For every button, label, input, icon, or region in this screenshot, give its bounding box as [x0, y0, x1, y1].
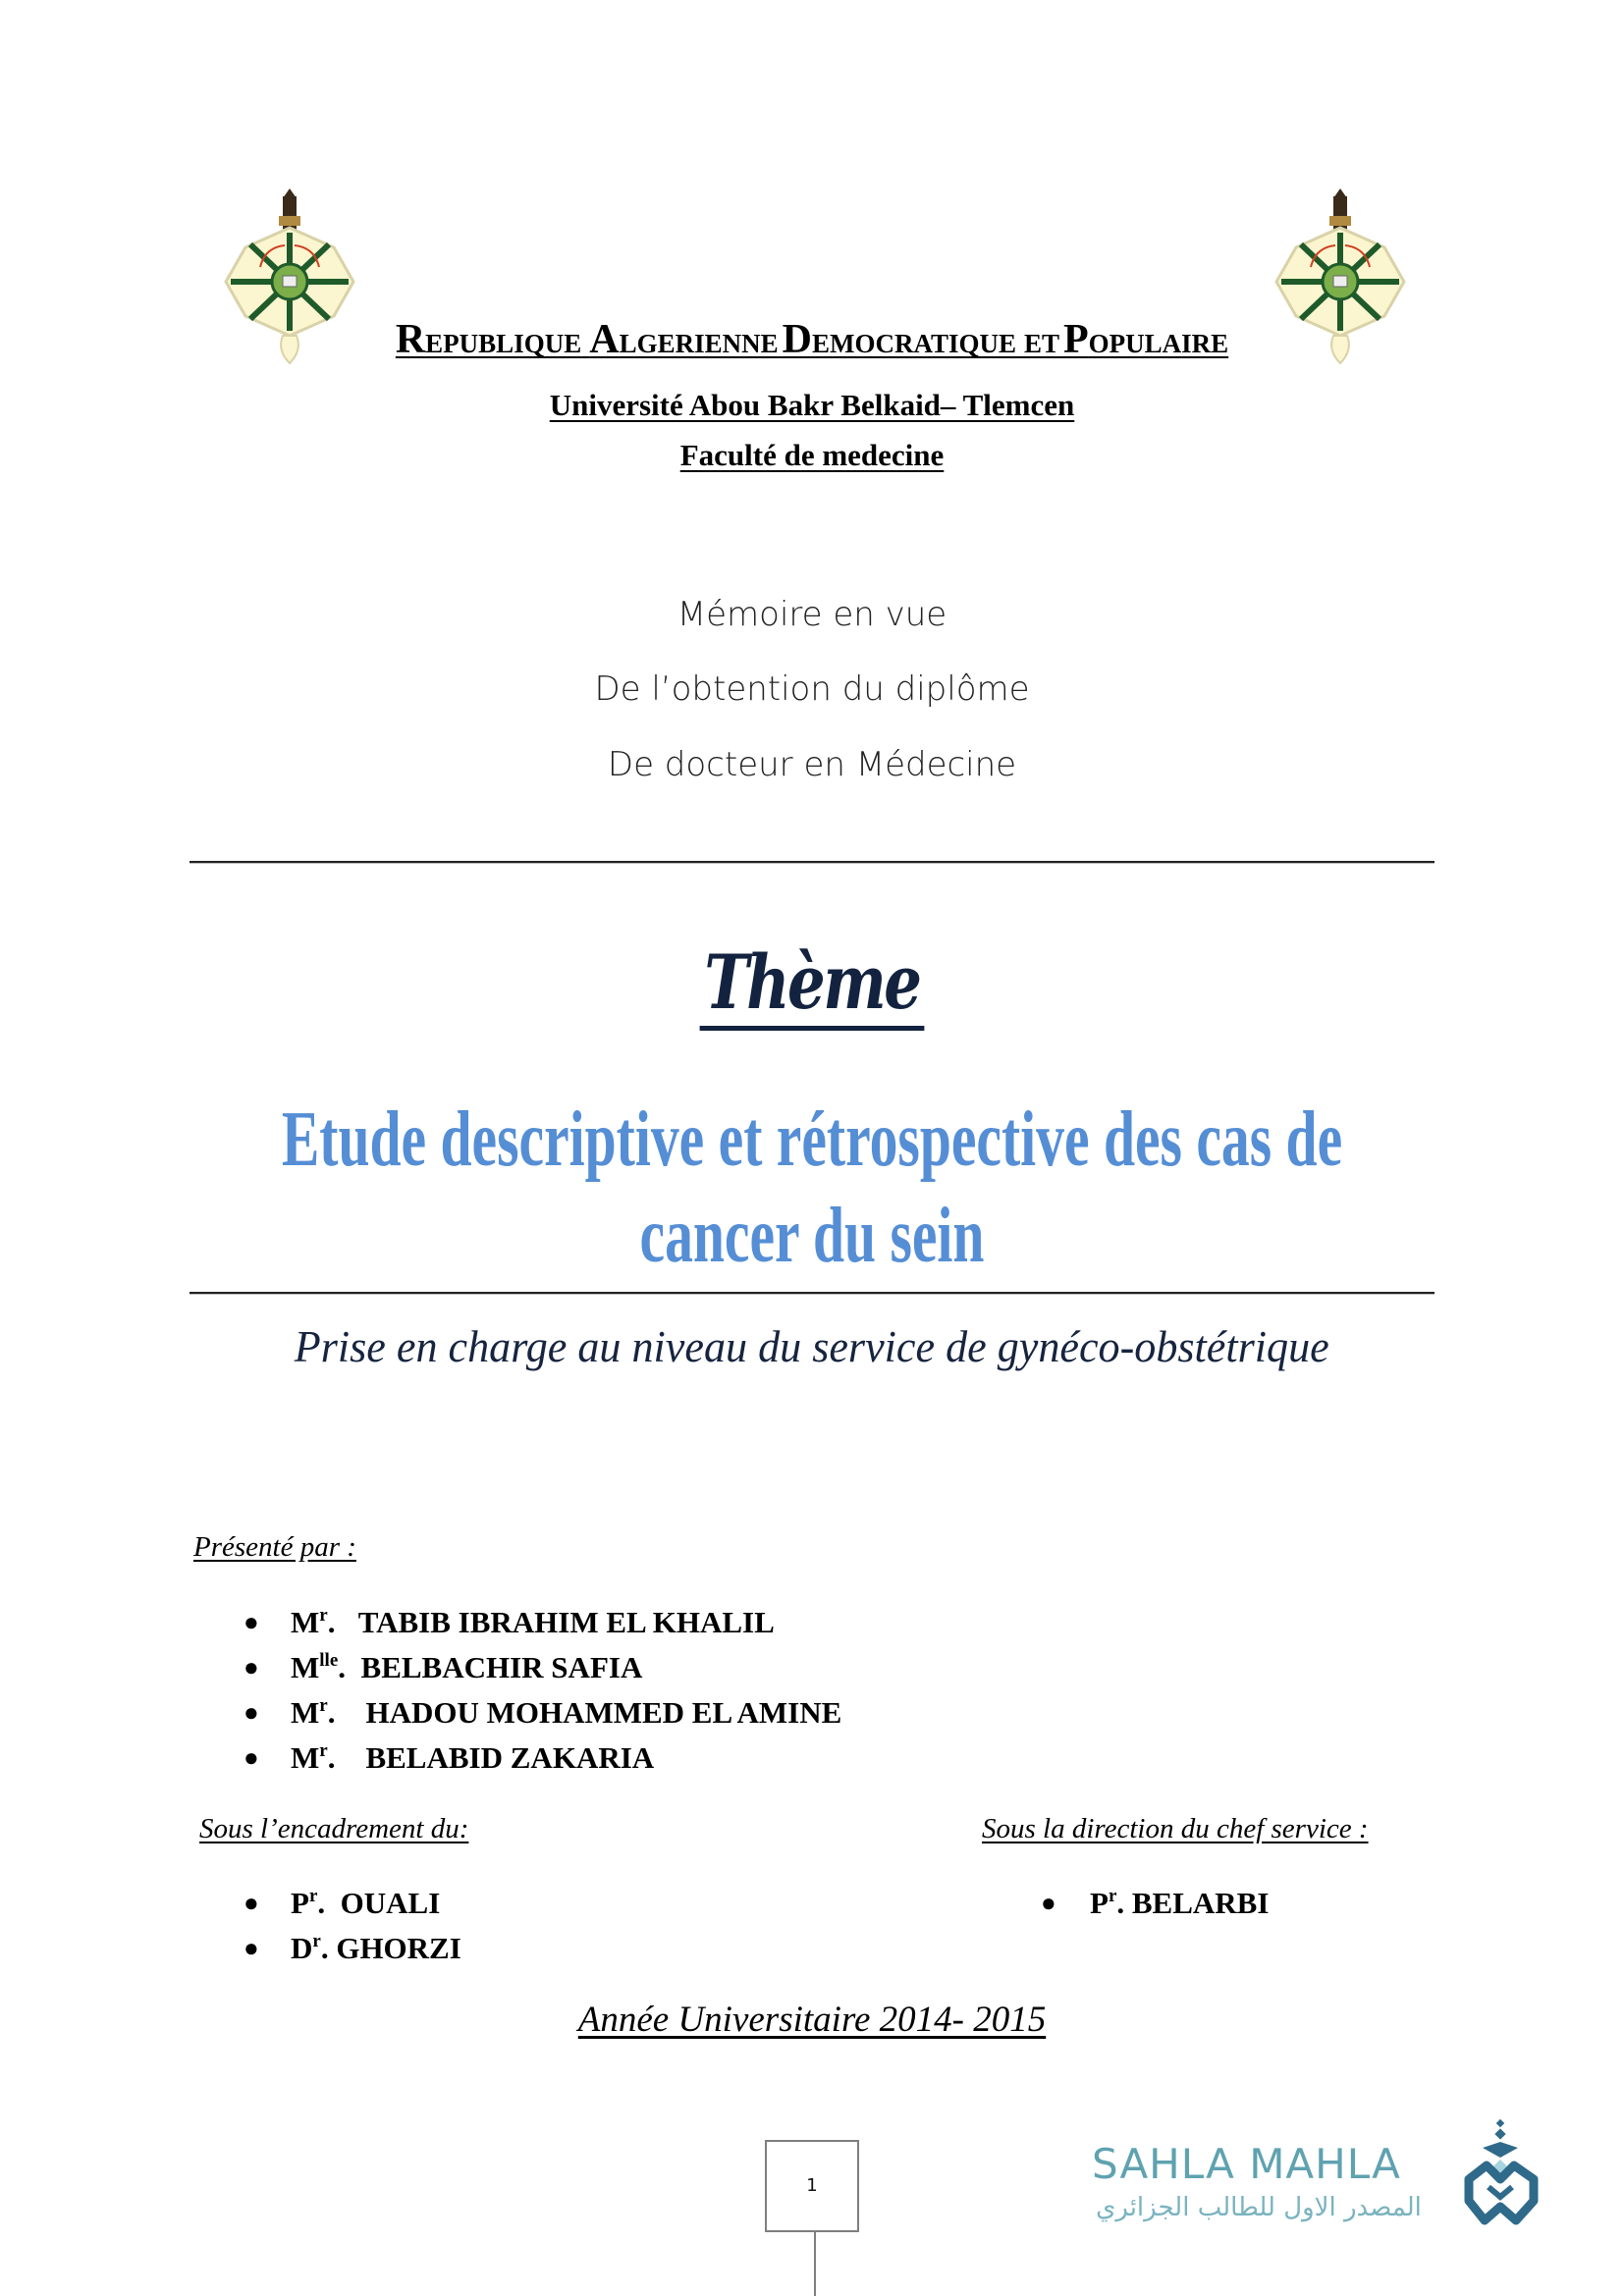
theme-label-text: Thème [700, 939, 925, 1031]
university-name [0, 388, 1624, 423]
honorific: M [291, 1740, 320, 1775]
direction-label [982, 1813, 1369, 1845]
academic-year [0, 1999, 1624, 2041]
republic-word: ET [1023, 329, 1059, 358]
honorific-sup: r [319, 1695, 328, 1716]
divider-bottom [189, 1292, 1435, 1295]
bullet-icon: ● [1041, 1889, 1056, 1917]
honorific-sup: r [312, 1931, 321, 1951]
watermark-brand: SAHLA MAHLA [1092, 2140, 1401, 2188]
sahla-mahla-logo-icon [1461, 2118, 1542, 2226]
supervisor-name: OUALI [340, 1886, 441, 1920]
chief-name: BELARBI [1131, 1886, 1270, 1920]
honorific-sup: r [319, 1605, 328, 1626]
bullet-icon: ● [244, 1934, 259, 1962]
theme-label [0, 938, 1624, 1031]
republic-heading [0, 316, 1624, 363]
honorific: D [291, 1931, 313, 1965]
honorific: M [291, 1605, 320, 1639]
honorific: M [291, 1695, 320, 1730]
republic-word: EPUBLIQUE [425, 329, 582, 358]
honorific-sup: r [308, 1886, 318, 1906]
presented-by-label-text: Présenté par : [193, 1531, 356, 1563]
republic-word: LGERIENNE [619, 329, 779, 358]
thesis-title-line-2: cancer du sein [639, 1193, 985, 1279]
honorific-sup: r [1108, 1886, 1117, 1906]
divider-top [189, 861, 1435, 864]
thesis-title [0, 1092, 1624, 1284]
thesis-subtitle-text: Prise en charge au niveau du service de gynéco-obstétrique [295, 1322, 1329, 1371]
honorific-sup: lle [319, 1650, 339, 1671]
university-name-text: Université Abou Bakr Belkaid– Tlemcen [549, 388, 1075, 422]
republic-word: OPULAIRE [1088, 329, 1229, 358]
student-name: BELABID ZAKARIA [365, 1740, 655, 1775]
honorific-sup: r [319, 1740, 328, 1761]
watermark-tagline: المصدر الاول للطالب الجزائري [1096, 2193, 1422, 2222]
bullet-icon: ● [244, 1698, 259, 1727]
republic-initial: R [395, 317, 426, 362]
supervision-label-text: Sous l’encadrement du: [199, 1813, 469, 1844]
thesis-subtitle [0, 1321, 1624, 1372]
honorific: P [1090, 1886, 1109, 1920]
academic-year-text: Année Universitaire 2014- 2015 [577, 2000, 1047, 2040]
sahla-mahla-watermark [1090, 2118, 1542, 2226]
student-name: BELBACHIR SAFIA [360, 1650, 643, 1684]
bullet-icon: ● [244, 1743, 259, 1772]
honorific: M [291, 1650, 320, 1684]
supervisor-name: GHORZI [336, 1931, 461, 1965]
page-number: 1 [806, 2175, 818, 2196]
bullet-icon: ● [244, 1653, 259, 1682]
supervision-label [199, 1813, 468, 1845]
faculty-name [0, 438, 1624, 473]
bullet-icon: ● [244, 1608, 259, 1636]
republic-initial: D [782, 317, 812, 362]
page-number-box [765, 2140, 859, 2232]
memoire-line-2: De l’obtention du diplôme [594, 669, 1030, 709]
republic-initial: P [1063, 317, 1089, 362]
memoire-line-1: Mémoire en vue [677, 595, 947, 634]
page-number-connector [814, 2232, 816, 2296]
bullet-icon: ● [244, 1889, 259, 1917]
memoire-line-3: De docteur en Médecine [607, 745, 1017, 784]
honorific: P [291, 1886, 309, 1920]
direction-label-text: Sous la direction du chef service : [982, 1813, 1369, 1844]
republic-initial: A [589, 317, 620, 362]
faculty-name-text: Faculté de medecine [679, 438, 945, 472]
student-name: HADOU MOHAMMED EL AMINE [365, 1695, 842, 1730]
republic-word: EMOCRATIQUE [811, 329, 1016, 358]
student-name: TABIB IBRAHIM EL KHALIL [357, 1605, 775, 1639]
thesis-title-line-1: Etude descriptive et rétrospective des cas de [281, 1096, 1343, 1183]
presented-by-label [193, 1531, 356, 1564]
